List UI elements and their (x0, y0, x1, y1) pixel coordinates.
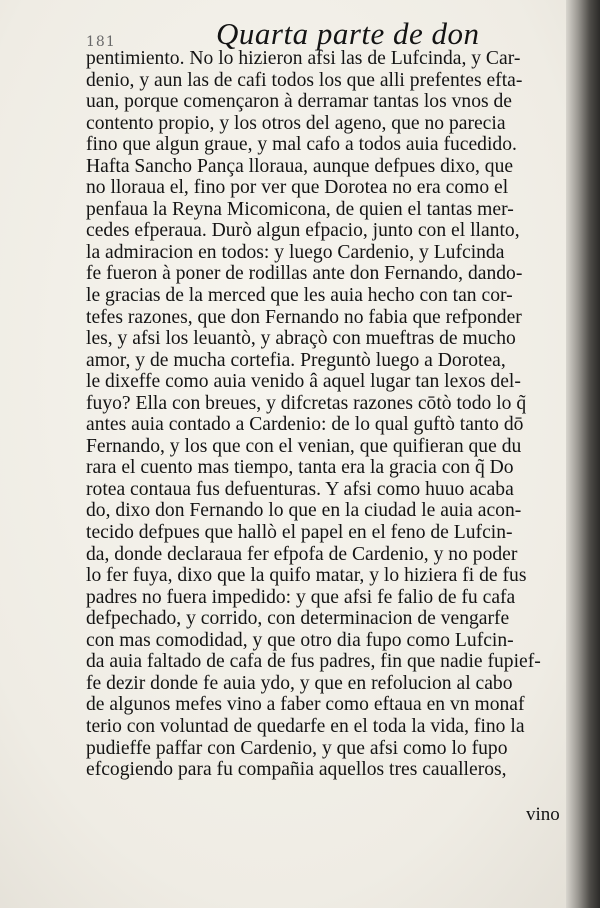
text-line: rara el cuento mas tiempo, tanta era la gracia con q̃ Do (86, 457, 514, 479)
text-line: pudieffe paffar con Cardenio, y que afsi como lo fupo (86, 737, 508, 759)
text-line: fino que algun graue, y mal cafo a todos auia fucedido. (86, 134, 517, 156)
book-gutter-shadow (566, 0, 600, 908)
text-line: uan, porque començaron à derramar tantas los vnos de (86, 91, 513, 113)
text-line: con mas comodidad, y que otro dia fupo como Lufcin- (86, 629, 514, 651)
text-line: le dixeffe como auia venido â aquel lugar tan lexos del- (86, 371, 521, 393)
text-line: tefes razones, que don Fernando no fabia que refponder (86, 306, 522, 328)
text-line: no lloraua el, fino por ver que Dorotea no era como el (86, 177, 509, 199)
folio-number: 181 (86, 34, 116, 50)
catchword: vino (526, 804, 560, 825)
text-line: lo fer fuya, dixo que la quifo matar, y lo hiziera fi de fus (86, 565, 527, 587)
text-line: contento propio, y los otros del ageno, que no parecia (86, 112, 506, 134)
text-line: efcogiendo para fu compañia aquellos tres caualleros, (86, 759, 507, 781)
text-line: terio con voluntad de quedarfe en el toda la vida, fino la (86, 715, 525, 737)
text-line: la admiracion en todos: y luego Cardenio, y Lufcinda (86, 241, 505, 263)
text-line: padres no fuera impedido: y que afsi fe falio de fu cafa (86, 586, 516, 608)
text-line: Hafta Sancho Pança lloraua, aunque defpues dixo, que (86, 155, 514, 177)
text-line: do, dixo don Fernando lo que en la ciudad le auia acon- (86, 500, 522, 522)
text-line: Fernando, y los que con el venian, que quifieran que du (86, 435, 522, 457)
text-line: pentimiento. No lo hizieron afsi las de Lufcinda, y Car- (86, 48, 521, 69)
text-line: da auia faltado de cafa de fus padres, fin que nadie fupief- (86, 651, 541, 673)
text-line: amor, y de mucha cortefia. Preguntò luego a Dorotea, (86, 349, 506, 371)
text-line: defpechado, y corrido, con determinacion de vengarfe (86, 608, 510, 630)
text-line: denio, y aun las de cafi todos los que alli prefentes efta- (86, 69, 523, 91)
text-line: antes auia contado a Cardenio: de lo qual guftò tanto dō (86, 414, 524, 436)
text-line: les, y afsi los leuantò, y abraçò con mueftras de mucho (86, 328, 516, 350)
text-line: penfaua la Reyna Micomicona, de quien el tantas mer- (86, 198, 514, 220)
text-line: fe fueron à poner de rodillas ante don Fernando, dando- (86, 263, 523, 285)
body-text (86, 48, 578, 781)
text-line: fe dezir donde fe auia ydo, y que en refolucion al cabo (86, 672, 513, 694)
text-line: cedes efperaua. Durò algun efpacio, junto con el llanto, (86, 220, 520, 242)
running-title: Quarta parte de don (216, 16, 480, 51)
text-line: da, donde declaraua fer efpofa de Cardenio, y no poder (86, 543, 518, 565)
text-line: de algunos mefes vino a faber como eftaua en vn monaf (86, 694, 525, 716)
text-line: le gracias de la merced que les auia hecho con tan cor- (86, 285, 513, 307)
text-line: fuyo? Ella con breues, y difcretas razones cōtò todo lo q̃ (86, 392, 527, 414)
text-line: tecido defpues que hallò el papel en el feno de Lufcin- (86, 522, 513, 544)
text-line: rotea contaua fus defuenturas. Y afsi como huuo acaba (86, 478, 514, 500)
